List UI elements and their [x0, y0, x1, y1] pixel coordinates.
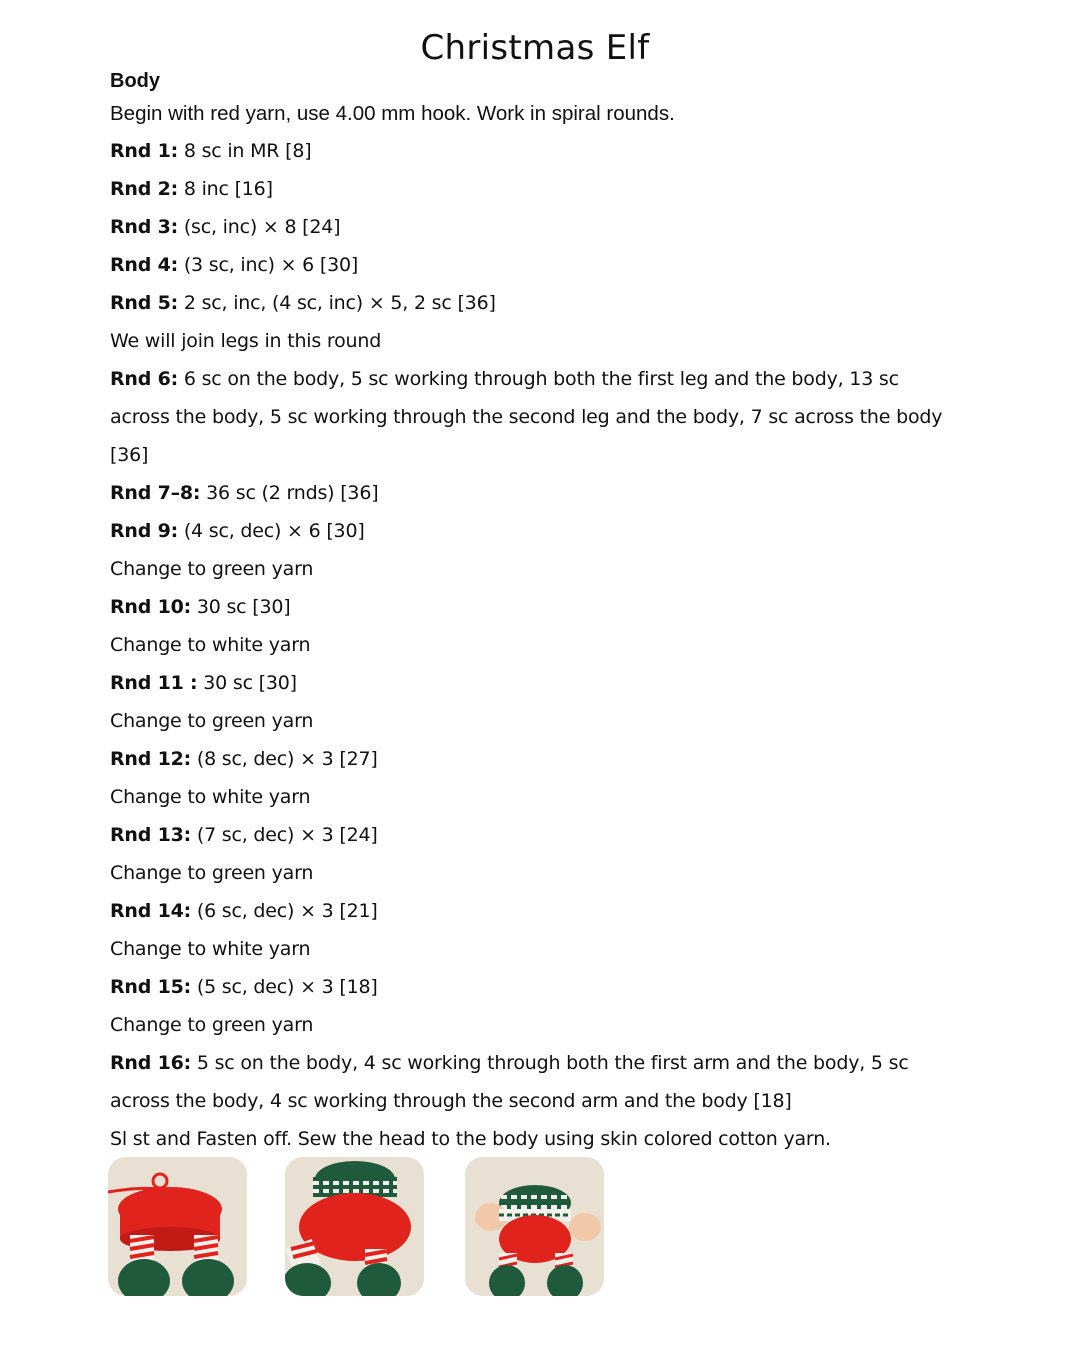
instruction-line: Change to white yarn [110, 786, 311, 808]
instruction-line: Rnd 14: (6 sc, dec) × 3 [21] [110, 900, 378, 922]
instruction-line: Rnd 15: (5 sc, dec) × 3 [18] [110, 976, 378, 998]
instruction-line: Sl st and Fasten off. Sew the head to the body using skin colored cotton yarn. [110, 1128, 831, 1150]
elf-body-photo-3 [465, 1157, 604, 1296]
section-heading: Body [110, 70, 160, 92]
instruction-line: We will join legs in this round [110, 330, 382, 352]
instruction-line: Change to green yarn [110, 558, 314, 580]
elf-body-image [285, 1157, 424, 1296]
instruction-line: Rnd 12: (8 sc, dec) × 3 [27] [110, 748, 378, 770]
intro-text: Begin with red yarn, use 4.00 mm hook. Work in spiral rounds. [110, 102, 675, 125]
instruction-line: Rnd 6: 6 sc on the body, 5 sc working through both the first leg and the body, 13 sc across the body, 5 sc working through the second leg and the body, 7 sc across the body [36] [110, 368, 943, 466]
elf-body-image [465, 1157, 604, 1296]
instruction-line: Change to white yarn [110, 938, 311, 960]
instruction-line: Change to green yarn [110, 862, 314, 884]
rounds-list [110, 132, 960, 1158]
instruction-line: Rnd 2: 8 inc [16] [110, 178, 273, 200]
elf-body-photo-1 [108, 1157, 247, 1296]
instruction-line: Change to green yarn [110, 1014, 314, 1036]
instruction-line: Rnd 4: (3 sc, inc) × 6 [30] [110, 254, 359, 276]
instruction-line: Rnd 9: (4 sc, dec) × 6 [30] [110, 520, 365, 542]
instruction-line: Rnd 13: (7 sc, dec) × 3 [24] [110, 824, 378, 846]
instruction-line: Rnd 11 : 30 sc [30] [110, 672, 297, 694]
instruction-line: Rnd 7–8: 36 sc (2 rnds) [36] [110, 482, 379, 504]
instruction-line: Rnd 10: 30 sc [30] [110, 596, 291, 618]
elf-body-image [108, 1157, 247, 1296]
instruction-line: Rnd 3: (sc, inc) × 8 [24] [110, 216, 341, 238]
instruction-line: Change to white yarn [110, 634, 311, 656]
page-title: Christmas Elf [420, 28, 650, 68]
instruction-line: Rnd 1: 8 sc in MR [8] [110, 140, 312, 162]
elf-body-photo-2 [285, 1157, 424, 1296]
instruction-line: Rnd 16: 5 sc on the body, 4 sc working through both the first arm and the body, 5 sc across the body, 4 sc working through the second arm and the body [18] [110, 1052, 909, 1112]
instruction-line: Change to green yarn [110, 710, 314, 732]
instruction-line: Rnd 5: 2 sc, inc, (4 sc, inc) × 5, 2 sc [36] [110, 292, 496, 314]
